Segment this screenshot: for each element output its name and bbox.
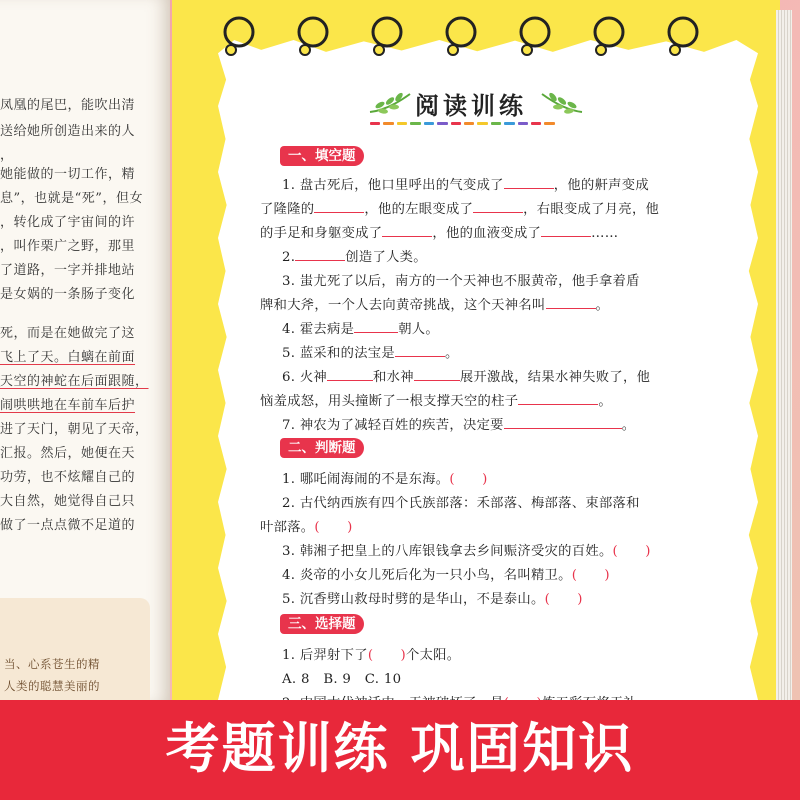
leaf-left-icon <box>368 88 412 116</box>
section-fill-heading: 一、填空题 <box>280 146 364 166</box>
answer-paren[interactable]: ( ) <box>314 520 353 535</box>
question-line: 6. 火神 和水神 展开激战，结果水神失败了，他 <box>282 370 651 385</box>
blank[interactable] <box>546 296 596 309</box>
question-line: 叶部落。( ) <box>260 520 353 535</box>
question-line: 1. 后羿射下了( )个太阳。 <box>282 648 461 663</box>
question-line: 牌和大斧，一个人去向黄帝挑战，这个天神名叫 。 <box>260 298 610 313</box>
section-choice-heading: 三、选择题 <box>280 614 364 634</box>
spiral-ring-icon <box>444 14 478 58</box>
left-text-line: 她能做的一切工作，精 <box>0 167 136 182</box>
left-text-line: ，叫作栗广之野，那里 <box>0 239 136 254</box>
question-line: 3. 蚩尤死了以后，南方的一个天神也不服黄帝，他手拿着盾 <box>282 274 640 289</box>
left-text-line: 闹哄哄地在车前车后护 <box>0 398 136 413</box>
blank[interactable] <box>504 176 554 189</box>
question-line: 1. 盘古死后，他口里呼出的气变成了 ，他的鼾声变成 <box>282 178 649 193</box>
left-text-line: 送给她所创造出来的人 <box>0 124 136 139</box>
answer-paren[interactable]: ( ) <box>571 568 610 583</box>
banner-slogan: 考题训练 巩固知识 <box>165 717 635 780</box>
spiral-ring-icon <box>592 14 626 58</box>
blank[interactable] <box>541 224 591 237</box>
answer-paren[interactable]: ( ) <box>544 592 583 607</box>
left-page <box>0 0 170 700</box>
left-text-line: 息”，也就是“死”，但女 <box>0 191 143 206</box>
question-line: 2. 创造了人类。 <box>282 250 427 265</box>
question-line: 2. 古代纳西族有四个氏族部落：禾部落、梅部落、束部落和 <box>282 496 640 511</box>
left-note-box <box>0 598 150 700</box>
blank[interactable] <box>327 368 373 381</box>
blank[interactable] <box>295 248 345 261</box>
left-text-line: 大自然，她觉得自己只 <box>0 494 136 509</box>
note-line: 当、心系苍生的精 <box>4 657 100 671</box>
question-line: 3. 韩湘子把皇上的八库银钱拿去乡间赈济受灾的百姓。( ) <box>282 544 651 559</box>
spiral-ring-icon <box>296 14 330 58</box>
question-line: 4. 炎帝的小女儿死后化为一只小鸟，名叫精卫。( ) <box>282 568 610 583</box>
left-text-line: 了道路，一字并排地站 <box>0 263 136 278</box>
choice-options: A. 8 B. 9 C. 10 <box>282 672 402 687</box>
left-text-line: 做了一点点微不足道的 <box>0 518 136 533</box>
left-text-line: 死，而是在她做完了这 <box>0 326 136 341</box>
answer-paren[interactable]: ( ) <box>612 544 651 559</box>
left-text-line: 凤凰的尾巴，能吹出清 <box>0 98 136 113</box>
question-line: 的手足和身躯变成了 ，他的血液变成了 …… <box>260 226 619 241</box>
question-line: 5. 蓝采和的法宝是 。 <box>282 346 459 361</box>
spiral-ring-icon <box>518 14 552 58</box>
answer-paren[interactable]: ( ) <box>367 648 406 663</box>
blank[interactable] <box>314 200 364 213</box>
left-text-line: 汇报。然后，她便在天 <box>0 446 136 461</box>
left-text-line: 功劳，也不炫耀自己的 <box>0 470 136 485</box>
question-line: 5. 沉香劈山救母时劈的是华山，不是泰山。( ) <box>282 592 583 607</box>
answer-paren[interactable]: ( ) <box>449 472 488 487</box>
blank[interactable] <box>395 344 445 357</box>
question-line: 4. 霍去病是 朝人。 <box>282 322 439 337</box>
page-title: 阅读训练 <box>415 91 527 120</box>
section-judge-heading: 二、判断题 <box>280 438 364 458</box>
page-edges <box>776 10 792 700</box>
blank[interactable] <box>473 200 523 213</box>
blank[interactable] <box>504 416 622 429</box>
title-color-bar <box>370 122 555 126</box>
spiral-ring-icon <box>666 14 700 58</box>
left-text-line: 是女娲的一条肠子变化 <box>0 287 136 302</box>
question-line: 1. 哪吒闹海闹的不是东海。( ) <box>282 472 488 487</box>
blank[interactable] <box>382 224 432 237</box>
question-line: 恼羞成怒，用头撞断了一根支撑天空的柱子 。 <box>260 394 612 409</box>
note-line: 人类的聪慧美丽的 <box>4 679 100 693</box>
blank[interactable] <box>354 320 398 333</box>
question-line: 7. 神农为了减轻百姓的疾苦，决定要 。 <box>282 418 636 433</box>
left-text-line: ， <box>0 148 14 163</box>
left-text-line: 进了天门，朝见了天帝， <box>0 422 149 437</box>
blank[interactable] <box>518 392 598 405</box>
left-text-line: 飞上了天。白螭在前面 <box>0 350 136 365</box>
spiral-ring-icon <box>370 14 404 58</box>
blank[interactable] <box>414 368 460 381</box>
leaf-right-icon <box>540 88 584 116</box>
left-text-line: 天空的神蛇在后面跟随， <box>0 374 149 389</box>
question-line: 了隆隆的 ，他的左眼变成了 ，右眼变成了月亮，他 <box>260 202 660 217</box>
spiral-ring-icon <box>222 14 256 58</box>
left-text-line: ，转化成了宇宙间的许 <box>0 215 136 230</box>
